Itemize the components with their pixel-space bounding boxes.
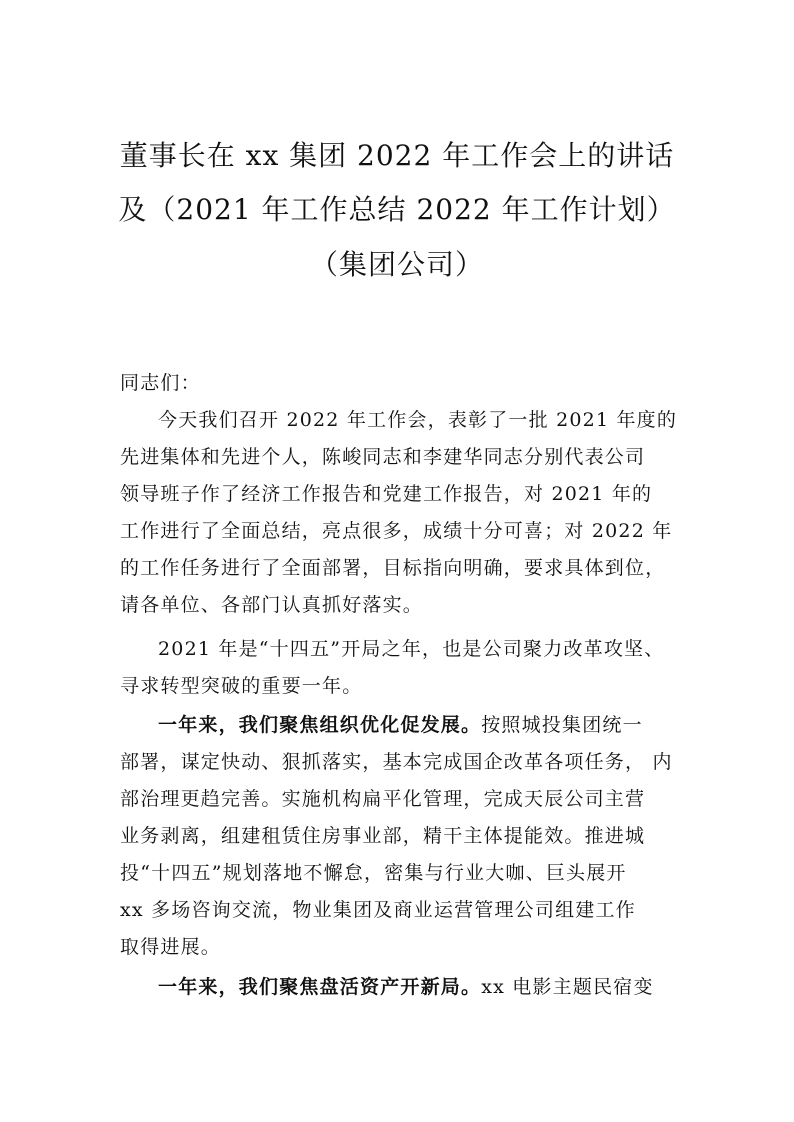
paragraph-3-first-text: 按照城投集团统一 [481,714,643,736]
paragraph-2-line: 2021 年是“十四五”开局之年，也是公司聚力改革攻坚、 [158,638,665,660]
paragraph-4-heading: 一年来，我们聚焦盘活资产开新局。 [158,976,482,998]
paragraph-3-line: 取得进展。 [120,936,222,958]
document-title-line-2: 及（2021 年工作总结 2022 年工作计划） [118,193,676,226]
paragraph-1-line: 今天我们召开 2022 年工作会，表彰了一批 2021 年度的 [158,409,678,431]
paragraph-4-first-line [158,972,680,1002]
salutation: 同志们： [120,372,201,394]
paragraph-3-line: xx 多场咨询交流，物业集团及商业运营管理公司组建工作 [120,899,636,921]
paragraph-1-line: 请各单位、各部门认真抓好落实。 [120,594,424,616]
paragraph-2-line: 寻求转型突破的重要一年。 [120,675,363,697]
document-title-line-1: 董事长在 xx 集团 2022 年工作会上的讲话 [119,139,675,172]
paragraph-1-line: 的工作任务进行了全面部署，目标指向明确，要求具体到位， [120,557,666,579]
paragraph-1-line: 领导班子作了经济工作报告和党建工作报告，对 2021 年的 [120,483,653,505]
paragraph-3-heading: 一年来，我们聚焦组织优化促发展。 [158,714,482,736]
paragraph-3-first-line [158,710,680,740]
document-title-line-3: （集团公司） [309,248,484,281]
paragraph-3-line: 部署，谋定快动、狠抓落实，基本完成国企改革各项任务， 内 [120,751,673,773]
paragraph-3-line: 部治理更趋完善。实施机构扁平化管理，完成天辰公司主营 [120,788,646,810]
paragraph-3-line: 业务剥离，组建租赁住房事业部，精干主体提能效。推进城 [120,825,646,847]
paragraph-4-first-text: xx 电影主题民宿变 [481,976,654,998]
paragraph-3-line: 投“十四五”规划落地不懈怠，密集与行业大咖、巨头展开 [120,862,627,884]
paragraph-1-line: 工作进行了全面总结，亮点很多，成绩十分可喜；对 2022 年 [120,520,673,542]
paragraph-1-line: 先进集体和先进个人，陈峻同志和李建华同志分别代表公司 [120,446,646,468]
